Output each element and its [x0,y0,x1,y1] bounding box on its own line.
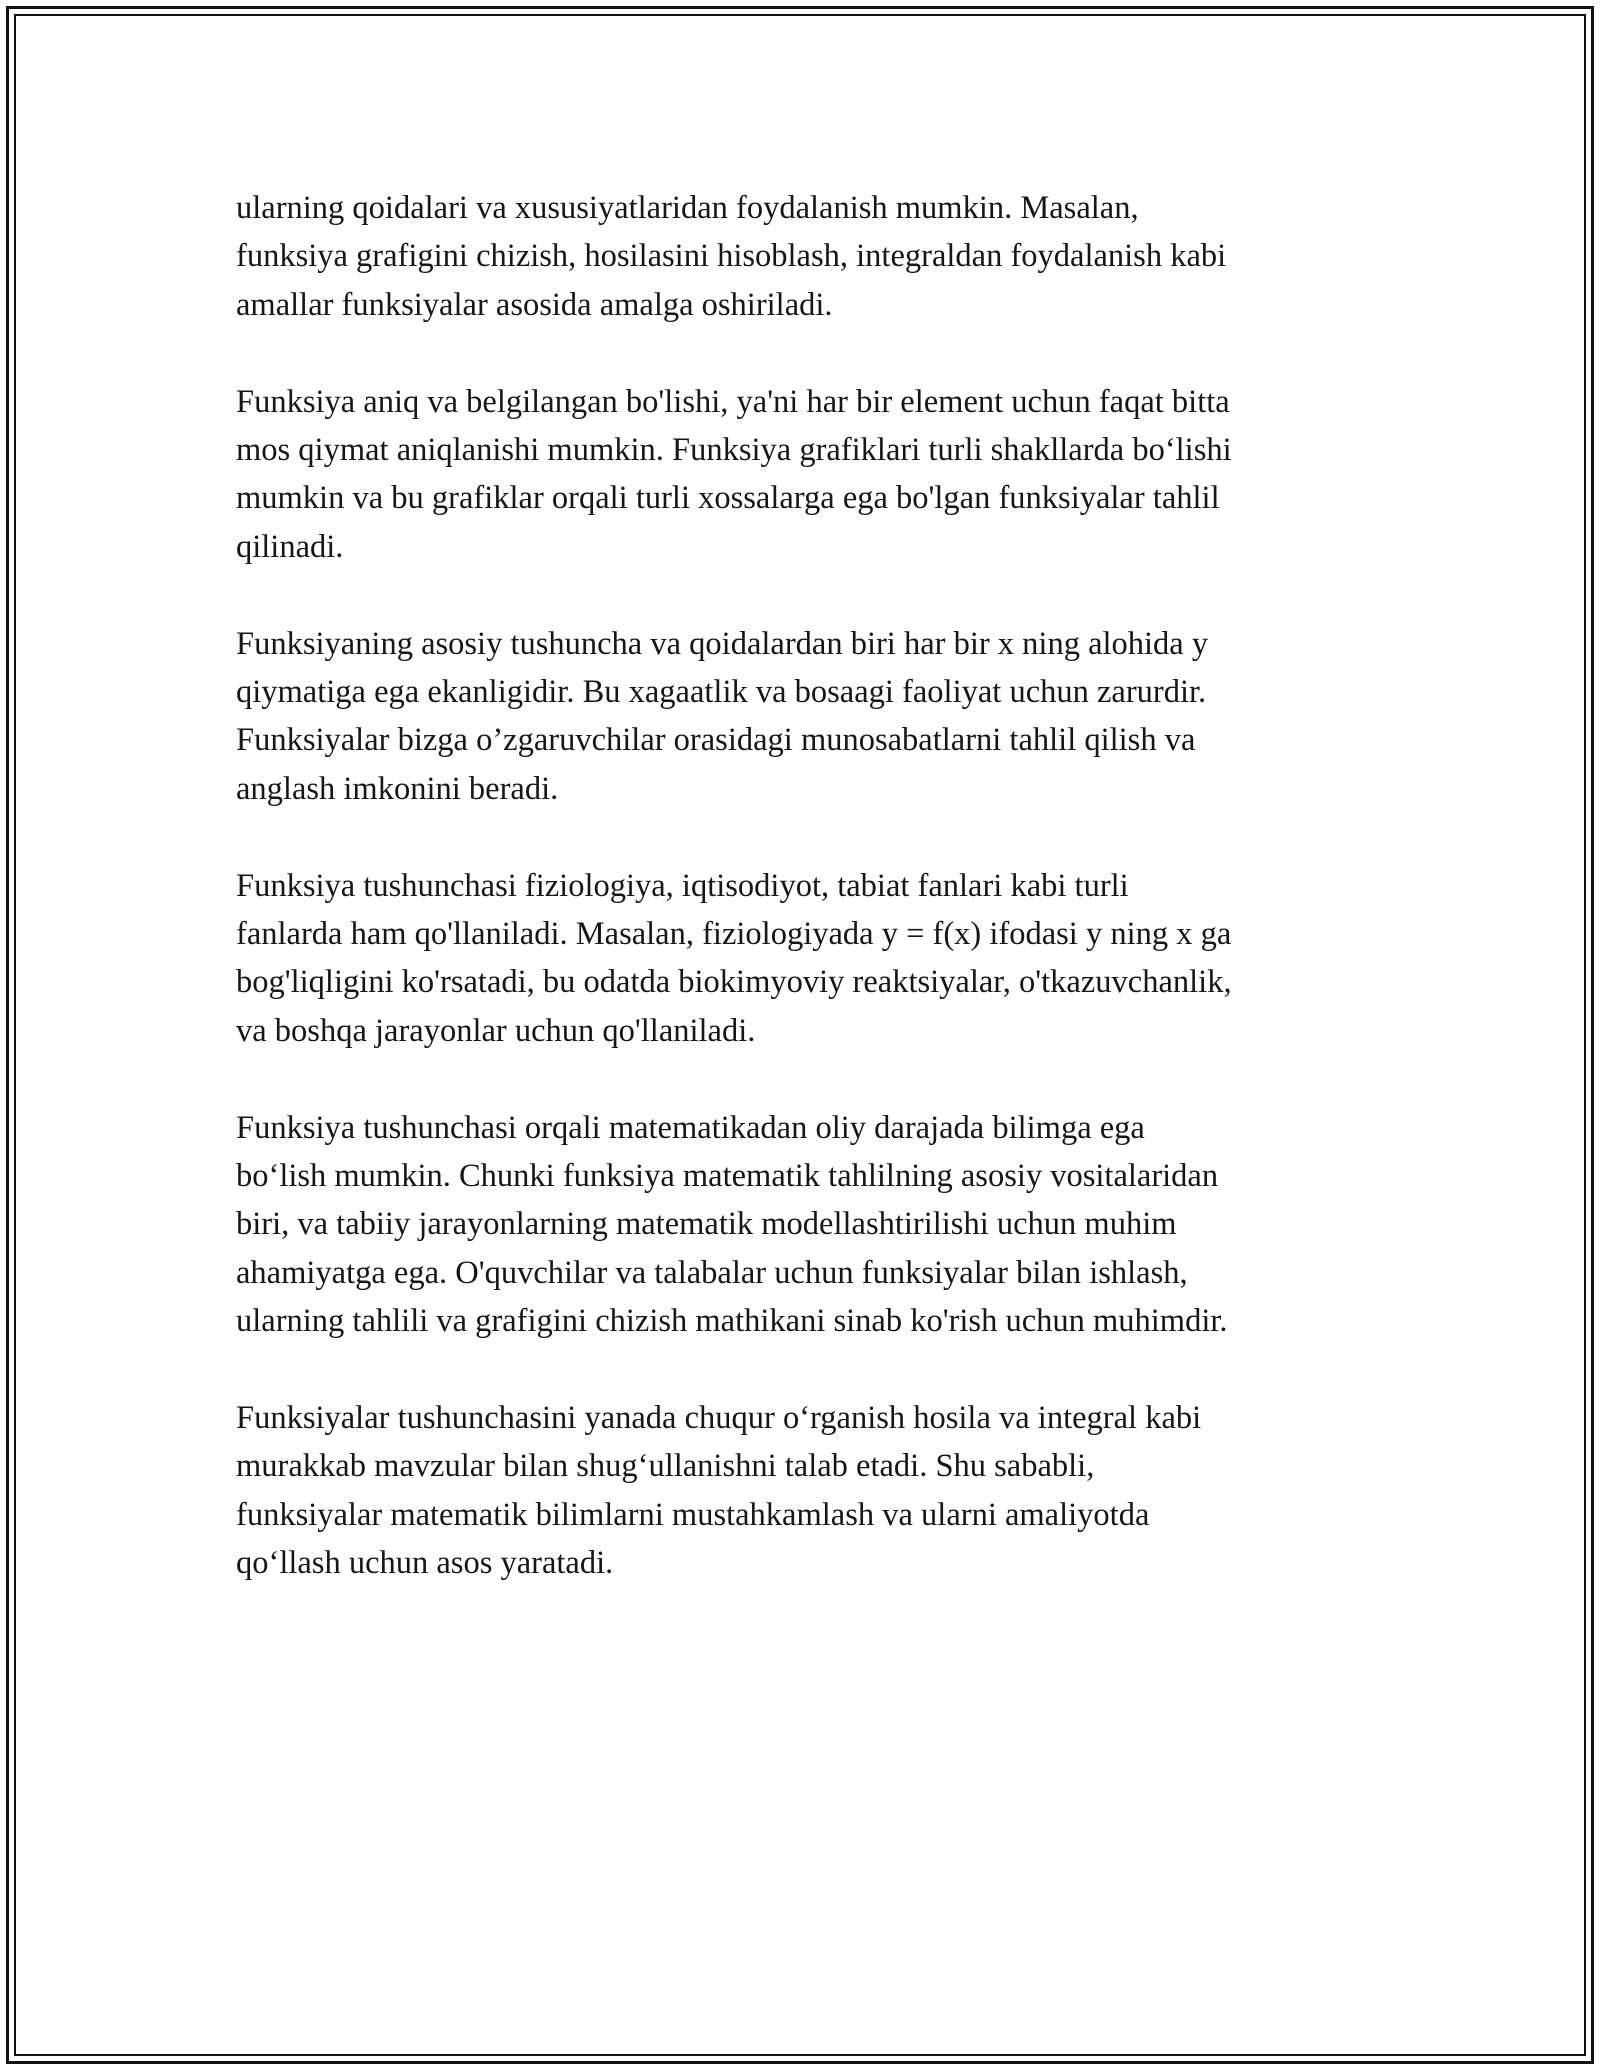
text-line: Funksiya tushunchasi orqali matematikadan oliy darajada bilimga ega [236,1109,1145,1146]
text-line: va boshqa jarayonlar uchun qo'llaniladi. [236,1012,756,1049]
text-line: Funksiya aniq va belgilangan bo'lishi, ya'ni har bir element uchun faqat bitta [236,383,1230,420]
text-line: biri, va tabiiy jarayonlarning matematik modellashtirilishi uchun muhim [236,1206,1177,1243]
text-line: funksiya grafigini chizish, hosilasini hisoblash, integraldan foydalanish kabi [236,238,1227,275]
text-line: qilinadi. [236,528,344,565]
text-line: ahamiyatga ega. O'quvchilar va talabalar uchun funksiyalar bilan ishlash, [236,1254,1188,1291]
text-line: fanlarda ham qo'llaniladi. Masalan, fiziologiyada y = f(x) ifodasi y ning x ga [236,916,1232,953]
document-body [236,184,1386,1636]
text-line: bo‘lish mumkin. Chunki funksiya matematik tahlilning asosiy vositalaridan [236,1158,1219,1195]
text-line: qiymatiga ega ekanligidir. Bu xagaatlik va bosaagi faoliyat uchun zarurdir. [236,674,1207,711]
text-line: qo‘llash uchun asos yaratadi. [236,1545,614,1582]
text-line: ularning tahlili va grafigini chizish mathikani sinab ko'rish uchun muhimdir. [236,1303,1228,1340]
text-line: Funksiyalar bizga o’zgaruvchilar orasidagi munosabatlarni tahlil qilish va [236,722,1196,759]
text-line: anglash imkonini beradi. [236,770,559,807]
text-line: Funksiyalar tushunchasini yanada chuqur o‘rganish hosila va integral kabi [236,1400,1202,1437]
paragraph-2 [236,378,1386,572]
paragraph-1 [236,184,1386,329]
paragraph-4 [236,862,1386,1056]
text-line: Funksiyaning asosiy tushuncha va qoidalardan biri har bir x ning alohida y [236,625,1209,662]
paragraph-5 [236,1104,1386,1346]
text-line: ularning qoidalari va xususiyatlaridan foydalanish mumkin. Masalan, [236,190,1139,226]
paragraph-6 [236,1394,1386,1588]
text-line: Funksiya tushunchasi fiziologiya, iqtisodiyot, tabiat fanlari kabi turli [236,867,1129,904]
paragraph-3 [236,620,1386,814]
text-line: mumkin va bu grafiklar orqali turli xossalarga ega bo'lgan funksiyalar tahlil [236,480,1220,517]
text-line: bog'liqligini ko'rsatadi, bu odatda biokimyoviy reaktsiyalar, o'tkazuvchanlik, [236,964,1232,1001]
text-line: funksiyalar matematik bilimlarni mustahkamlash va ularni amaliyotda [236,1496,1150,1533]
text-line: murakkab mavzular bilan shug‘ullanishni talab etadi. Shu sababli, [236,1448,1095,1485]
text-line: mos qiymat aniqlanishi mumkin. Funksiya grafiklari turli shakllarda bo‘lishi [236,432,1232,469]
text-line: amallar funksiyalar asosida amalga oshiriladi. [236,286,833,323]
